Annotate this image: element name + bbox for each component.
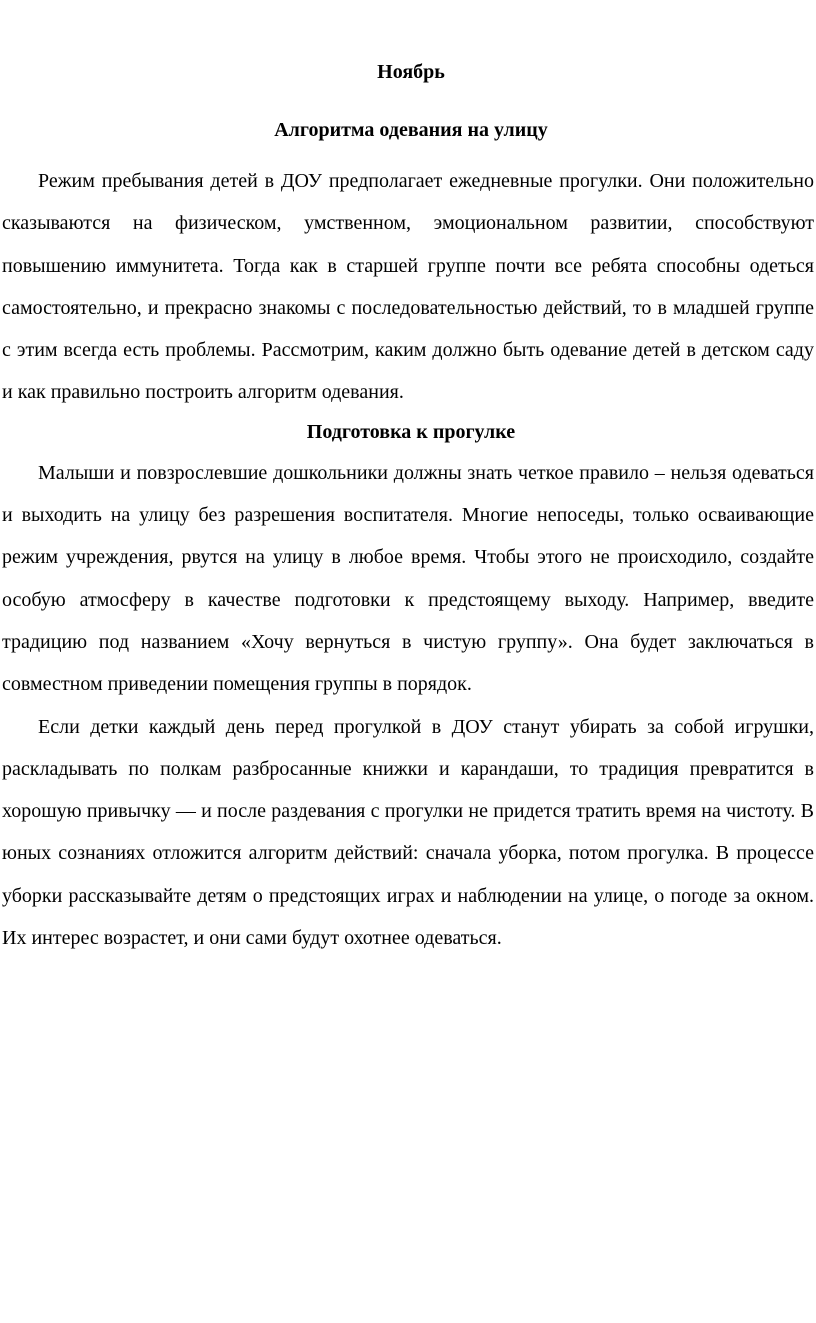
document-title: Алгоритма одевания на улицу — [274, 119, 548, 141]
section-heading: Подготовка к прогулке — [306, 420, 516, 443]
section-paragraph-2: Если детки каждый день перед прогулкой в ДОУ станут убирать за собой игрушки, раскладывать по полкам разбросанные книжки и карандаши, то традиция превратится в хорошую привычку — и после раздевания с прогулки не придется тратить время на чистоту. В юных сознаниях отложится алгоритм действий: сначала уборка, потом прогулка. В процессе уборки рассказывайте детям о предстоящих играх и наблюдении на улице, о погоде за окном. Их интерес возрастет, и они сами будут охотнее одеваться. — [2, 715, 814, 950]
section-paragraph-1: Малыши и повзрослевшие дошкольники должны знать четкое правило – нельзя одеваться и выходить на улицу без разрешения воспитателя. Многие непоседы, только осваивающие режим учреждения, рвутся на улицу в любое время. Чтобы этого не происходило, создайте особую атмосферу в качестве подготовки к предстоящему выходу. Например, введите традицию под названием «Хочу вернуться в чистую группу». Она будет заключаться в совместном приведении помещения группы в порядок. — [2, 461, 814, 696]
intro-paragraph: Режим пребывания детей в ДОУ предполагает ежедневные прогулки. Они положительно сказываются на физическом, умственном, эмоциональном развитии, способствуют повышению иммунитета. Тогда как в старшей группе почти все ребята способны одеться самостоятельно, и прекрасно знакомы с последовательностью действий, то в младшей группе с этим всегда есть проблемы. Рассмотрим, каким должно быть одевание детей в детском саду и как правильно построить алгоритм одевания. — [2, 170, 814, 404]
month-heading: Ноябрь — [377, 61, 445, 83]
